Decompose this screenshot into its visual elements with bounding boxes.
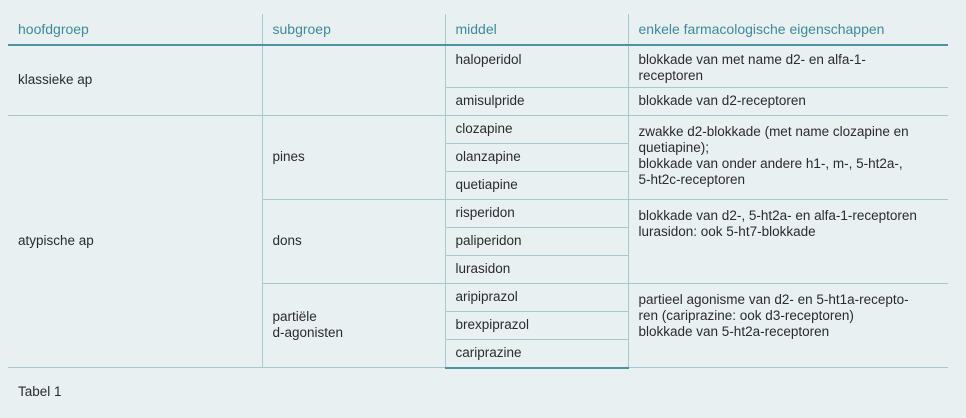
subgroup-cell-pines: pines bbox=[262, 115, 445, 199]
drug-cell: brexpiprazol bbox=[445, 311, 628, 339]
subgroup-cell-dons: dons bbox=[262, 199, 445, 283]
header-subgroep: subgroep bbox=[262, 14, 445, 45]
property-line: receptoren bbox=[638, 68, 704, 83]
property-line: blokkade van 5-ht2a-receptoren bbox=[638, 323, 830, 339]
drug-cell: risperidon bbox=[445, 199, 628, 227]
drug-cell: quetiapine bbox=[445, 171, 628, 199]
property-line: blokkade van d2-, 5-ht2a- en alfa-1-receptoren bbox=[638, 207, 917, 223]
subgroup-cell-empty bbox=[262, 45, 445, 115]
drug-cell: aripiprazol bbox=[445, 283, 628, 311]
subgroup-cell-partial-agonists bbox=[262, 283, 445, 368]
header-hoofdgroep: hoofdgroep bbox=[8, 14, 262, 45]
header-eigenschappen: enkele farmacologische eigenschappen bbox=[628, 14, 948, 45]
property-line: 5-ht2c-receptoren bbox=[638, 171, 746, 187]
table-caption: Tabel 1 bbox=[18, 384, 62, 399]
group-cell-classic: klassieke ap bbox=[8, 45, 262, 115]
antipsychotics-table bbox=[8, 14, 948, 369]
property-cell bbox=[628, 199, 948, 283]
header-middel: middel bbox=[445, 14, 628, 45]
property-line: lurasidon: ook 5-ht7-blokkade bbox=[638, 223, 816, 239]
group-cell-atypical: atypische ap bbox=[8, 115, 262, 368]
table-row bbox=[8, 45, 948, 87]
drug-cell: amisulpride bbox=[445, 87, 628, 115]
property-line: partieel agonisme van d2- en 5-ht1a-recepto- bbox=[638, 291, 909, 307]
property-line: zwakke d2-blokkade (met name clozapine en bbox=[638, 123, 909, 139]
subgroup-line: partiële bbox=[272, 309, 317, 325]
property-line: blokkade van met name d2- en alfa-1- bbox=[638, 52, 866, 67]
property-cell bbox=[628, 115, 948, 199]
property-line: blokkade van onder andere h1-, m-, 5-ht2a-, bbox=[638, 155, 903, 171]
drug-cell: olanzapine bbox=[445, 143, 628, 171]
drug-cell: paliperidon bbox=[445, 227, 628, 255]
table-row bbox=[8, 115, 948, 143]
property-line: quetiapine); bbox=[638, 139, 710, 155]
property-cell: blokkade van d2-receptoren bbox=[628, 87, 948, 115]
drug-cell: haloperidol bbox=[445, 45, 628, 87]
table-header-row bbox=[8, 14, 948, 45]
drug-cell: clozapine bbox=[445, 115, 628, 143]
drug-cell: cariprazine bbox=[445, 339, 628, 368]
drug-cell: lurasidon bbox=[445, 255, 628, 283]
property-line: ren (cariprazine: ook d3-receptoren) bbox=[638, 307, 854, 323]
property-cell bbox=[628, 45, 948, 87]
property-cell bbox=[628, 283, 948, 368]
subgroup-line: d-agonisten bbox=[272, 325, 344, 341]
